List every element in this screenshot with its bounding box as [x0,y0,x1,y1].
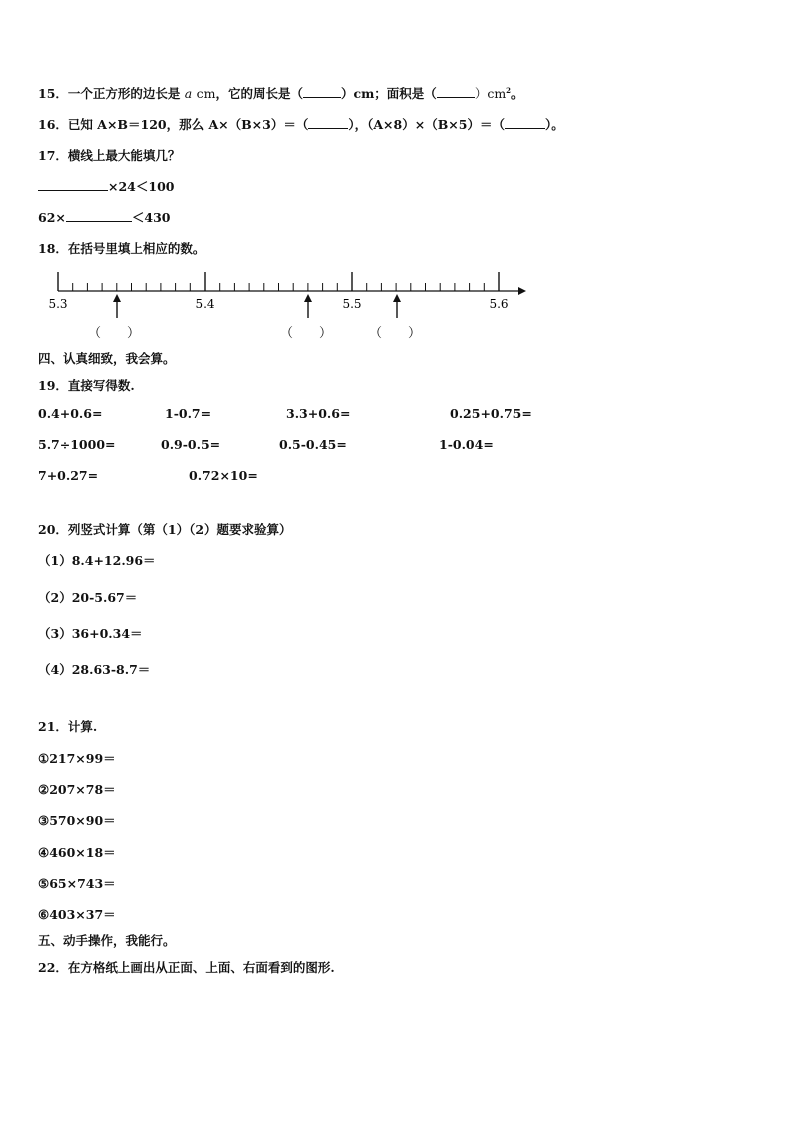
up-arrow-icon [393,294,401,318]
calc-item: 5.7÷1000= [38,437,116,452]
question-21-title: 21．计算. [38,719,98,734]
answer-blank[interactable] [38,178,108,191]
number-line-ticks [58,272,499,291]
answer-blank[interactable] [303,85,341,98]
answer-paren[interactable]: （ ） [88,326,141,341]
answer-blank[interactable] [66,209,132,222]
answer-paren[interactable]: （ ） [280,326,333,341]
calc-item: 0.25+0.75= [450,406,532,421]
question-18-title: 18．在括号里填上相应的数。 [38,241,206,256]
question-17-line1: ×24＜100 [38,177,174,195]
question-16: 16．已知 A×B＝120，那么 A×（B×3）＝（ ），（A×8）×（B×5）＝（ ）。 [38,117,564,132]
section-5-heading: 五、动手操作，我能行。 [38,933,176,948]
variable-a: a [184,86,193,101]
question-22: 22．在方格纸上画出从正面、上面、右面看到的图形. [38,960,335,975]
vertical-calc-item: （4）28.63-8.7＝ [38,662,151,677]
calc-item: 1-0.7= [165,406,212,421]
answer-paren[interactable]: （ ） [369,326,422,341]
question-17-line2: 62× ＜430 [38,210,171,225]
vertical-calc-item: （1）8.4+12.96＝ [38,553,156,568]
calc-item: 0.9-0.5= [161,437,221,452]
tick-label: 5.3 [48,297,68,311]
calc-item: ②207×78＝ [38,782,116,797]
calc-item: ①217×99＝ [38,751,116,766]
calc-item: 1-0.04= [439,437,494,452]
calc-item: ⑥403×37＝ [38,907,116,922]
number-line-arrowhead [518,287,526,295]
calc-item: 0.4+0.6= [38,406,103,421]
section-4-heading: 四、认真细致，我会算。 [38,351,176,366]
tick-label: 5.6 [489,297,509,311]
tick-label: 5.5 [342,297,362,311]
calc-item: 3.3+0.6= [286,406,351,421]
question-20-title: 20．列竖式计算（第（1）（2）题要求验算） [38,522,292,537]
question-17-title: 17．横线上最大能填几？ [38,148,181,163]
vertical-calc-item: （3）36+0.34＝ [38,626,143,641]
calc-item: ⑤65×743＝ [38,876,116,891]
calc-item: 7+0.27= [38,468,99,483]
vertical-calc-item: （2）20-5.67＝ [38,590,138,605]
up-arrow-icon [304,294,312,318]
calc-item: ③570×90＝ [38,813,116,828]
answer-blank[interactable] [505,116,545,129]
calc-item: 0.72×10= [189,468,258,483]
tick-label: 5.4 [195,297,215,311]
answer-blank[interactable] [437,85,475,98]
up-arrow-icon [113,294,121,318]
calc-item: ④460×18＝ [38,845,116,860]
calc-item: 0.5-0.45= [279,437,347,452]
question-15: 15．一个正方形的边长是 a cm，它的周长是（ ）cm；面积是（ ）$cm^2$。 [38,85,524,101]
answer-blank[interactable] [308,116,348,129]
question-19-title: 19．直接写得数. [38,378,135,393]
number-line [40,262,540,320]
